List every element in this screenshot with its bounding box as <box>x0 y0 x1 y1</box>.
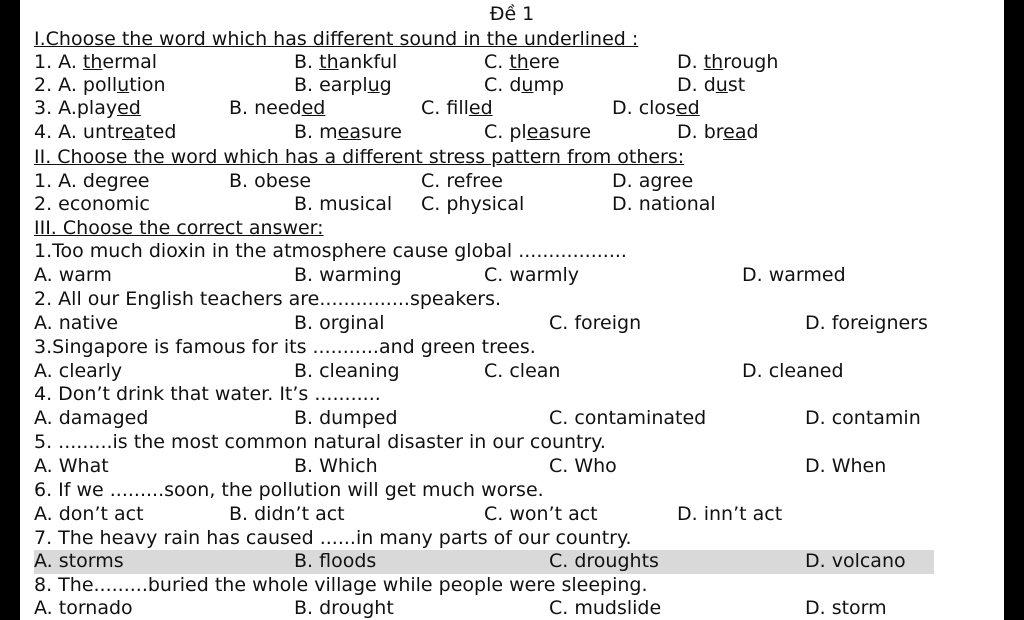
option-d: D. agree <box>612 170 694 192</box>
option-d: D. through <box>677 51 779 73</box>
option-d: D. volcano <box>805 550 906 572</box>
s3-question-3-stem: 3.Singapore is famous for its ...........and green trees. <box>34 336 536 358</box>
option-d: D. contamin <box>805 407 921 429</box>
option-c: C. Who <box>549 455 617 477</box>
option-c: C. pleasure <box>484 121 592 143</box>
s1-question-2 <box>34 74 1002 98</box>
option-b: B. Which <box>294 455 378 477</box>
option-c: C. warmly <box>484 264 580 286</box>
option-c: C. contaminated <box>549 407 707 429</box>
s3-question-7-stem: 7. The heavy rain has caused ......in many parts of our country. <box>34 527 632 549</box>
s3-question-4-stem: 4. Don’t drink that water. It’s ........... <box>34 383 381 405</box>
s3-question-1-options <box>34 264 1002 288</box>
option-d: D. warmed <box>742 264 846 286</box>
option-a: A. warm <box>34 264 112 286</box>
option-b: B. warming <box>294 264 402 286</box>
worksheet <box>20 0 1004 620</box>
s3-question-5-options <box>34 455 1002 479</box>
s1-question-3 <box>34 97 1002 121</box>
option-c: C. refree <box>421 170 503 192</box>
option-b: B. obese <box>229 170 312 192</box>
s3-question-7-options <box>34 550 934 574</box>
option-a: A. storms <box>34 550 124 572</box>
section-2-heading: II. Choose the word which has a different stress pattern from others: <box>34 146 685 168</box>
option-b: B. earplug <box>294 74 392 96</box>
s1-question-1 <box>34 51 1002 75</box>
option-d: D. national <box>612 193 716 215</box>
s3-question-3-options <box>34 360 1002 384</box>
option-b: B. didn’t act <box>229 503 345 525</box>
option-a: A. damaged <box>34 407 149 429</box>
section-1-heading: I.Choose the word which has different sound in the underlined : <box>34 28 639 50</box>
option-a: A. tornado <box>34 597 133 619</box>
option-d: D. inn’t act <box>677 503 783 525</box>
option-c: C. won’t act <box>484 503 598 525</box>
option-d: D. foreigners <box>805 312 928 334</box>
s1-question-4 <box>34 121 1002 145</box>
option-d: D. dust <box>677 74 746 96</box>
option-c: C. there <box>484 51 560 73</box>
option-a: A. native <box>34 312 119 334</box>
option-d: D. cleaned <box>742 360 844 382</box>
option-c: C. mudslide <box>549 597 662 619</box>
s3-question-4-options <box>34 407 1002 431</box>
option-d: D. closed <box>612 97 700 119</box>
s3-question-8-options <box>34 597 1002 620</box>
section-3-heading: III. Choose the correct answer: <box>34 217 324 239</box>
s3-question-2-options <box>34 312 1002 336</box>
option-c: C. filled <box>421 97 493 119</box>
option-b: B. cleaning <box>294 360 400 382</box>
option-c: C. foreign <box>549 312 642 334</box>
option-a: 2. economic <box>34 193 150 215</box>
option-a: 1. A. degree <box>34 170 150 192</box>
option-a: A. don’t act <box>34 503 144 525</box>
option-b: B. dumped <box>294 407 398 429</box>
s2-question-1 <box>34 170 1002 194</box>
s3-question-8-stem: 8. The.........buried the whole village while people were sleeping. <box>34 574 648 596</box>
option-a: 1. A. thermal <box>34 51 158 73</box>
option-a: 2. A. pollution <box>34 74 166 96</box>
option-d: D. storm <box>805 597 887 619</box>
option-c: C. clean <box>484 360 561 382</box>
option-b: B. orginal <box>294 312 385 334</box>
option-a: A. clearly <box>34 360 123 382</box>
option-c: C. dump <box>484 74 565 96</box>
option-b: B. thankful <box>294 51 398 73</box>
s3-question-6-stem: 6. If we .........soon, the pollution will get much worse. <box>34 479 544 501</box>
s3-question-5-stem: 5. .........is the most common natural disaster in our country. <box>34 431 606 453</box>
option-a: 4. A. untreated <box>34 121 177 143</box>
s3-question-1-stem: 1.Too much dioxin in the atmosphere cause global .................. <box>34 240 627 262</box>
option-c: C. physical <box>421 193 525 215</box>
option-b: B. needed <box>229 97 326 119</box>
option-b: B. measure <box>294 121 402 143</box>
option-b: B. drought <box>294 597 394 619</box>
option-b: B. musical <box>294 193 393 215</box>
option-d: D. When <box>805 455 887 477</box>
option-d: D. bread <box>677 121 759 143</box>
s3-question-2-stem: 2. All our English teachers are...............speakers. <box>34 288 502 310</box>
option-a: A. What <box>34 455 109 477</box>
s2-question-2 <box>34 193 1002 217</box>
page-title: Đề 1 <box>489 3 535 25</box>
option-a: 3. A.played <box>34 97 141 119</box>
option-b: B. floods <box>294 550 377 572</box>
s3-question-6-options <box>34 503 1002 527</box>
option-c: C. droughts <box>549 550 659 572</box>
